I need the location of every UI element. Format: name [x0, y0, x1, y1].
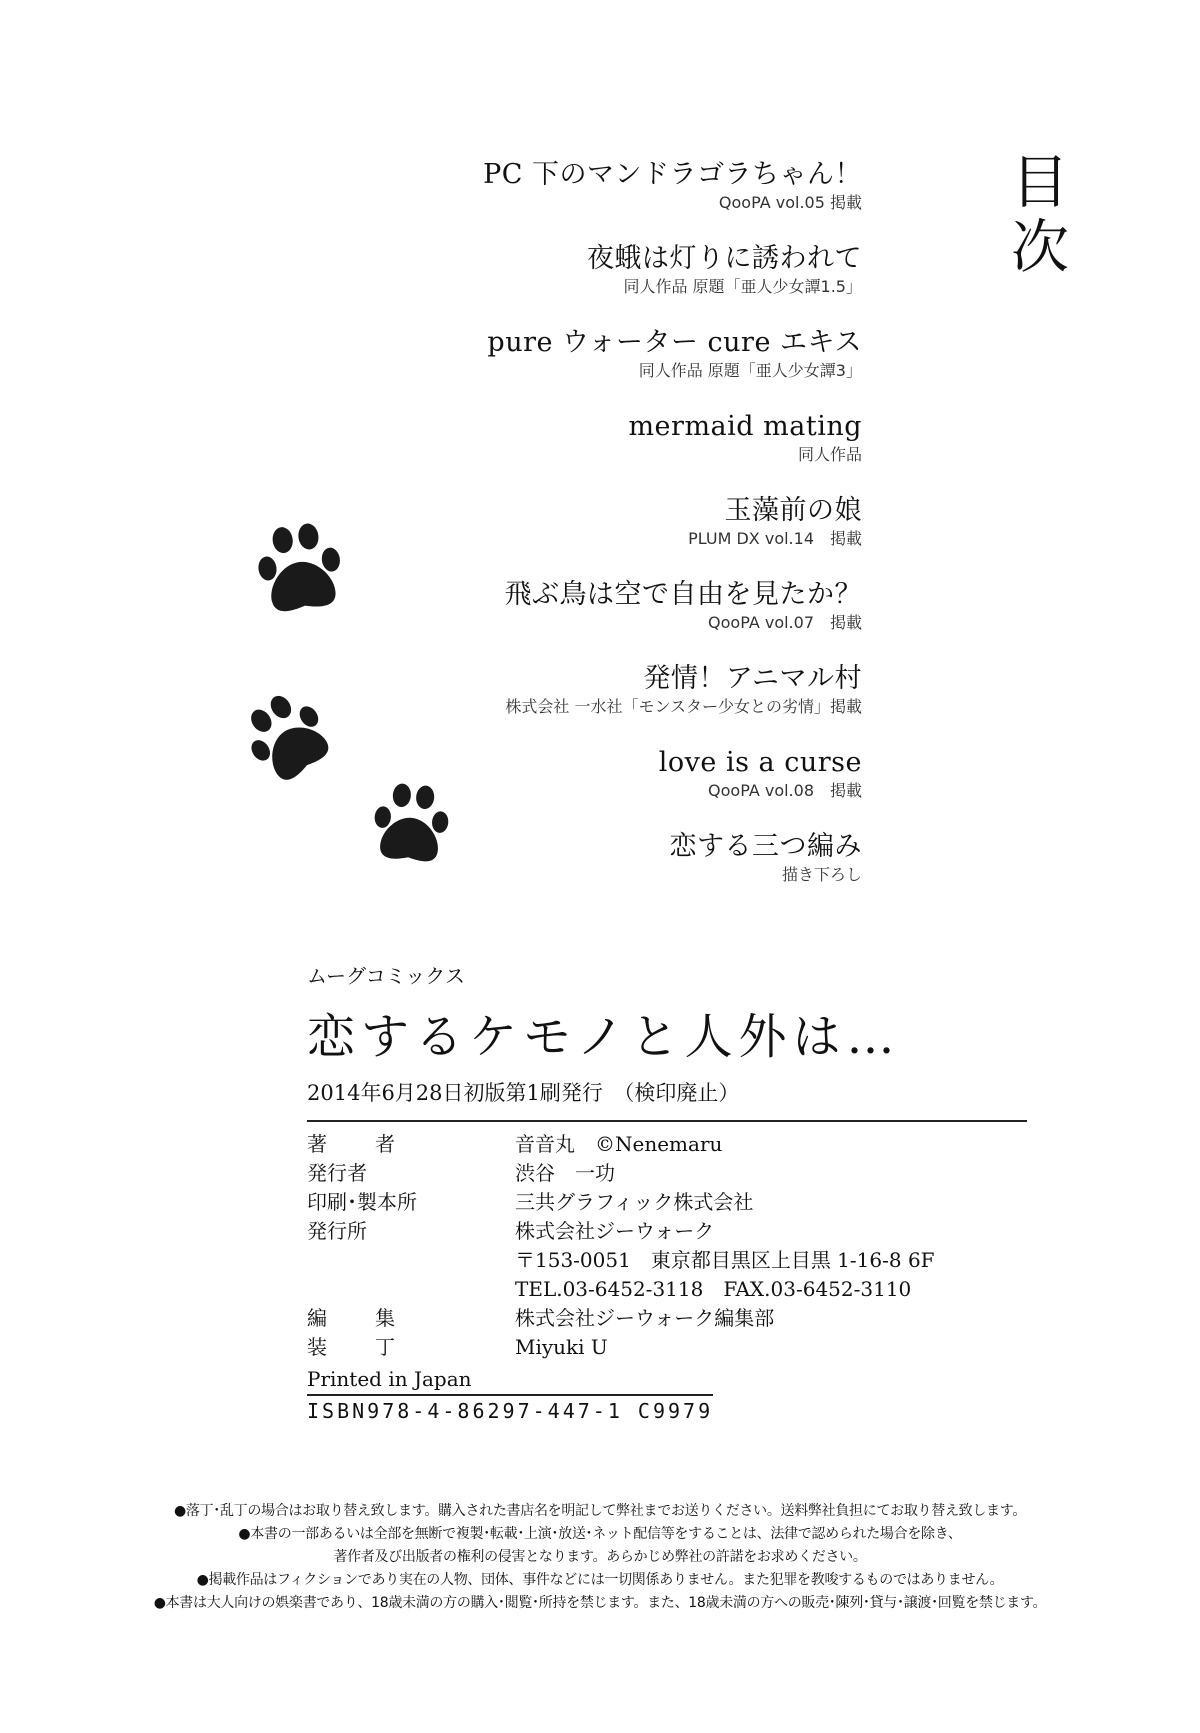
toc-item [342, 326, 862, 410]
credit-value: 音音丸 ©Nenemaru [515, 1132, 723, 1156]
toc-item-title: 飛ぶ鳥は空で自由を見たか？ [504, 579, 862, 610]
credit-label: 発行者 [307, 1161, 367, 1185]
credit-row [307, 1217, 1027, 1304]
toc-item-source: 描き下ろし [781, 865, 862, 884]
toc-item-source: QooPA vol.05 掲載 [718, 193, 862, 212]
printed-in: Printed in Japan [307, 1367, 472, 1391]
notice-line: ●掲載作品はフィクションであり実在の人物、団体、事件などには一切関係ありません。また犯罪を教唆するものではありません。 [196, 1572, 1004, 1588]
toc-item [342, 158, 862, 242]
legal-notices [100, 1500, 1100, 1615]
toc-item-source: 同人作品 [797, 445, 862, 464]
toc-item-title: pure ウォーター cure エキス [487, 327, 862, 358]
credit-value: 渋谷 一功 [515, 1161, 615, 1185]
credits-table [307, 1120, 1027, 1362]
colophon [307, 962, 1027, 1426]
toc-item-source: 同人作品 原題「亜人少女譚1.5」 [623, 277, 862, 296]
credit-value: 株式会社ジーウォーク [515, 1219, 715, 1243]
toc-item-source: 同人作品 原題「亜人少女譚3」 [638, 361, 862, 380]
imprint-label: ムーグコミックス [307, 964, 465, 988]
credit-label: 装 丁 [307, 1335, 409, 1359]
book-title: 恋するケモノと人外は… [307, 1009, 901, 1065]
credit-row [307, 1159, 1027, 1188]
credit-row [307, 1333, 1027, 1362]
toc-item-title: 玉藻前の娘 [724, 495, 862, 526]
credit-label: 編 集 [307, 1306, 409, 1330]
credit-value: Miyuki U [515, 1335, 608, 1359]
isbn: ISBN978-4-86297-447-1 C9979 [307, 1394, 713, 1426]
toc-item [342, 494, 862, 578]
paw-print-icon [242, 692, 334, 784]
credit-value: TEL.03-6452-3118 FAX.03-6452-3110 [515, 1277, 912, 1301]
credit-row [307, 1130, 1027, 1159]
toc-item-title: 恋する三つ編み [669, 831, 862, 862]
toc-item-title: 夜蛾は灯りに誘われて [587, 243, 862, 274]
toc-item-source: 株式会社 一水社「モンスター少女との劣情」掲載 [505, 697, 862, 716]
credit-value: 三共グラフィック株式会社 [515, 1190, 754, 1214]
credit-row [307, 1304, 1027, 1333]
paw-print-icon [366, 780, 456, 870]
credit-value: 〒153-0051 東京都目黒区上目黒 1-16-8 6F [515, 1248, 935, 1272]
toc-item-title: PC 下のマンドラゴラちゃん！ [483, 159, 862, 190]
credit-label: 発行所 [307, 1219, 367, 1243]
toc-item [342, 578, 862, 662]
toc-heading-char: 次 [1010, 212, 1069, 281]
toc-item-source: QooPA vol.07 掲載 [708, 613, 862, 632]
toc-item-title: mermaid mating [628, 411, 862, 442]
notice-line: 著作者及び出版者の権利の侵害となります。あらかじめ弊社の許諾をお求めください。 [333, 1549, 867, 1565]
credit-row [307, 1188, 1027, 1217]
toc-heading-char: 目 [1010, 148, 1069, 216]
toc-item [342, 410, 862, 494]
notice-line: ●本書は大人向けの娯楽書であり、18歳未満の方の購入･閲覧･所持を禁じます。また、18歳未満の方への販売･陳列･貸与･譲渡･回覧を禁じます。 [153, 1595, 1047, 1611]
notice-line: ●本書の一部あるいは全部を無断で複製･転載･上演･放送･ネット配信等をすることは、法律で認められた場合を除き、 [238, 1526, 962, 1542]
toc-item [342, 662, 862, 746]
notice-line: ●落丁･乱丁の場合はお取り替え致します。購入された書店名を明記して弊社までお送りください。送料弊社負担にてお取り替え致します。 [173, 1503, 1027, 1519]
toc-item-source: PLUM DX vol.14 掲載 [688, 529, 862, 548]
toc-item-title: love is a curse [658, 747, 862, 778]
publication-date: 2014年6月28日初版第1刷発行 （検印廃止） [307, 1081, 740, 1105]
paw-print-icon [250, 520, 350, 620]
toc-heading [1000, 150, 1080, 280]
toc-item-title: 発情！アニマル村 [643, 663, 862, 694]
toc-item [342, 242, 862, 326]
toc-item-source: QooPA vol.08 掲載 [708, 781, 862, 800]
credit-value: 株式会社ジーウォーク編集部 [515, 1306, 775, 1330]
credit-label: 著 者 [307, 1132, 409, 1156]
credit-label: 印刷･製本所 [307, 1190, 417, 1214]
